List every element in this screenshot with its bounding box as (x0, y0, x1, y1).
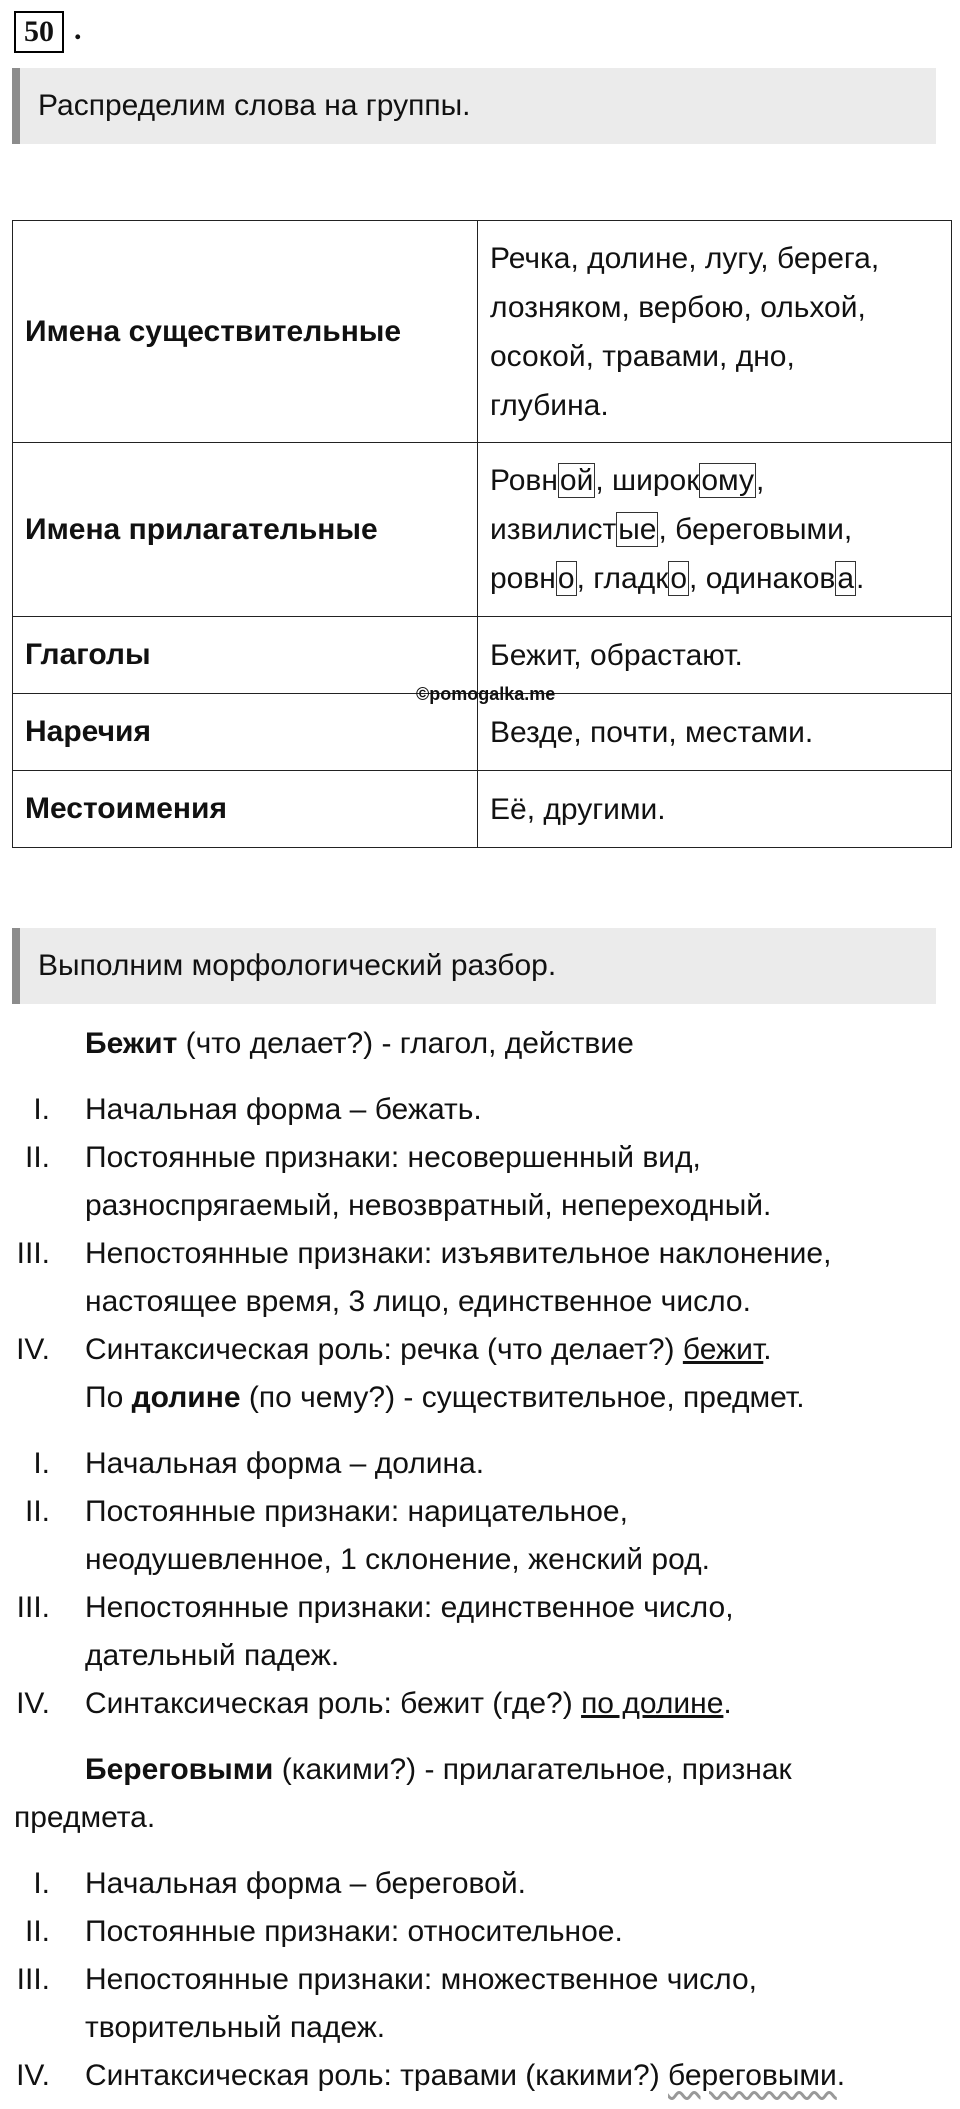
nouns-line-4: глубина. (490, 388, 609, 422)
s1-item-num: II. (24, 1141, 50, 1174)
s3-item-text (85, 2056, 845, 2096)
exercise-number-dot: . (74, 13, 82, 46)
adj-rest: , береговыми, (658, 513, 853, 546)
s3-heading (85, 1750, 792, 1790)
adj-word-stem: извилист (490, 513, 617, 546)
s2-item-text: Начальная форма – долина. (85, 1447, 485, 1480)
s3-item-text-cont: творительный падеж. (85, 2011, 386, 2044)
s2-word: долине (131, 1381, 241, 1414)
s1-item-text: Постоянные признаки: несовершенный вид, (85, 1141, 701, 1174)
separator: , (576, 562, 594, 595)
table-row (13, 617, 952, 694)
s2-item-num: III. (16, 1591, 50, 1624)
nouns-line-1: Речка, долине, лугу, берега, (490, 241, 880, 275)
s2-role-pre: Синтаксическая роль: бежит (где?) (85, 1687, 582, 1720)
s1-item-text: Непостоянные признаки: изъявительное наклонение, (85, 1237, 832, 1270)
adj-line-1 (490, 456, 939, 505)
s3-item-num: III. (16, 1963, 50, 1996)
table-row (13, 443, 952, 617)
adj-word-stem: ровн (490, 562, 556, 595)
s2-role-post: . (723, 1687, 732, 1720)
ending-box: о (557, 562, 575, 595)
word-groups-table (12, 220, 952, 848)
watermark: ©pomogalka.me (416, 684, 556, 704)
adj-line-2 (490, 505, 939, 554)
ending-box: о (670, 562, 688, 595)
s2-item-text: Непостоянные признаки: единственное число, (85, 1591, 734, 1624)
adj-word-stem: одинаков (705, 562, 836, 595)
s2-item-text: Постоянные признаки: нарицательное, (85, 1495, 628, 1528)
adj-word-stem: Ровн (490, 464, 558, 497)
s1-heading-rest: (что делает?) - глагол, действие (177, 1027, 634, 1060)
row-label-adjectives: Имена прилагательные (13, 443, 478, 617)
s2-item-num: I. (33, 1447, 50, 1480)
adj-word-stem: гладк (593, 562, 669, 595)
s3-role-underlined: береговыми (668, 2059, 837, 2092)
s1-word: Бежит (85, 1027, 178, 1060)
s3-item-text: Постоянные признаки: относительное. (85, 1915, 623, 1948)
separator: , (595, 464, 613, 497)
table-row (13, 771, 952, 848)
s1-item-text-cont: разноспрягаемый, невозвратный, непереходный. (85, 1189, 772, 1222)
row-label-pronouns: Местоимения (13, 771, 478, 848)
row-value-nouns (478, 221, 952, 443)
row-value-verbs: Бежит, обрастают. (478, 617, 952, 694)
s2-item-text-cont: неодушевленное, 1 склонение, женский род. (85, 1543, 710, 1576)
adj-word-stem: широк (612, 464, 700, 497)
row-value-adverbs: Везде, почти, местами. (478, 694, 952, 771)
s1-item-num: I. (33, 1093, 50, 1126)
s2-heading (85, 1378, 805, 1418)
s3-item-num: II. (24, 1915, 50, 1948)
s1-item-num: III. (16, 1237, 50, 1270)
ending-box: а (837, 562, 855, 595)
s1-item-text (85, 1330, 772, 1370)
s2-item-text (85, 1684, 732, 1724)
row-label-nouns: Имена существительные (13, 221, 478, 443)
s3-item-text: Непостоянные признаки: множественное число, (85, 1963, 757, 1996)
ending-box: ому (701, 464, 754, 497)
banner-distribute: Распределим слова на группы. (12, 68, 936, 144)
s3-heading-cont: предмета. (14, 1801, 156, 1834)
s3-item-text: Начальная форма – береговой. (85, 1867, 526, 1900)
s2-item-text-cont: дательный падеж. (85, 1639, 340, 1672)
row-label-verbs: Глаголы (13, 617, 478, 694)
row-label-adverbs: Наречия (13, 694, 478, 771)
s1-item-num: IV. (16, 1333, 50, 1366)
table-row (13, 694, 952, 771)
s2-item-num: IV. (16, 1687, 50, 1720)
s2-pre: По (85, 1381, 132, 1414)
nouns-line-2: лозняком, вербою, ольхой, (490, 290, 866, 324)
row-value-pronouns: Её, другими. (478, 771, 952, 848)
nouns-line-3: осокой, травами, дно, (490, 339, 795, 373)
ending-box: ой (559, 464, 594, 497)
s3-item-num: IV. (16, 2059, 50, 2092)
s3-role-pre: Синтаксическая роль: травами (какими?) (85, 2059, 669, 2092)
s3-heading-rest: (какими?) - прилагательное, признак (273, 1753, 792, 1786)
separator: , (756, 464, 765, 497)
s1-heading (85, 1024, 634, 1064)
table-row (13, 221, 952, 443)
s2-role-underlined: по долине (581, 1687, 724, 1720)
s1-role-pre: Синтаксическая роль: речка (что делает?) (85, 1333, 683, 1366)
row-value-adjectives (478, 443, 952, 617)
exercise-number: 50 (14, 11, 64, 53)
s1-item-text: Начальная форма – бежать. (85, 1093, 482, 1126)
s2-item-num: II. (24, 1495, 50, 1528)
separator: . (856, 562, 865, 595)
s1-role-underlined: бежит (682, 1333, 764, 1366)
s3-item-num: I. (33, 1867, 50, 1900)
s3-role-post: . (836, 2059, 846, 2092)
s1-item-text-cont: настоящее время, 3 лицо, единственное число. (85, 1285, 751, 1318)
s3-word: Береговыми (85, 1753, 274, 1786)
separator: , (689, 562, 706, 595)
s2-heading-rest: (по чему?) - существительное, предмет. (240, 1381, 805, 1414)
s1-role-post: . (763, 1333, 772, 1366)
adj-line-3 (490, 554, 939, 603)
banner-morphology: Выполним морфологический разбор. (12, 928, 936, 1004)
ending-box: ые (618, 513, 657, 546)
